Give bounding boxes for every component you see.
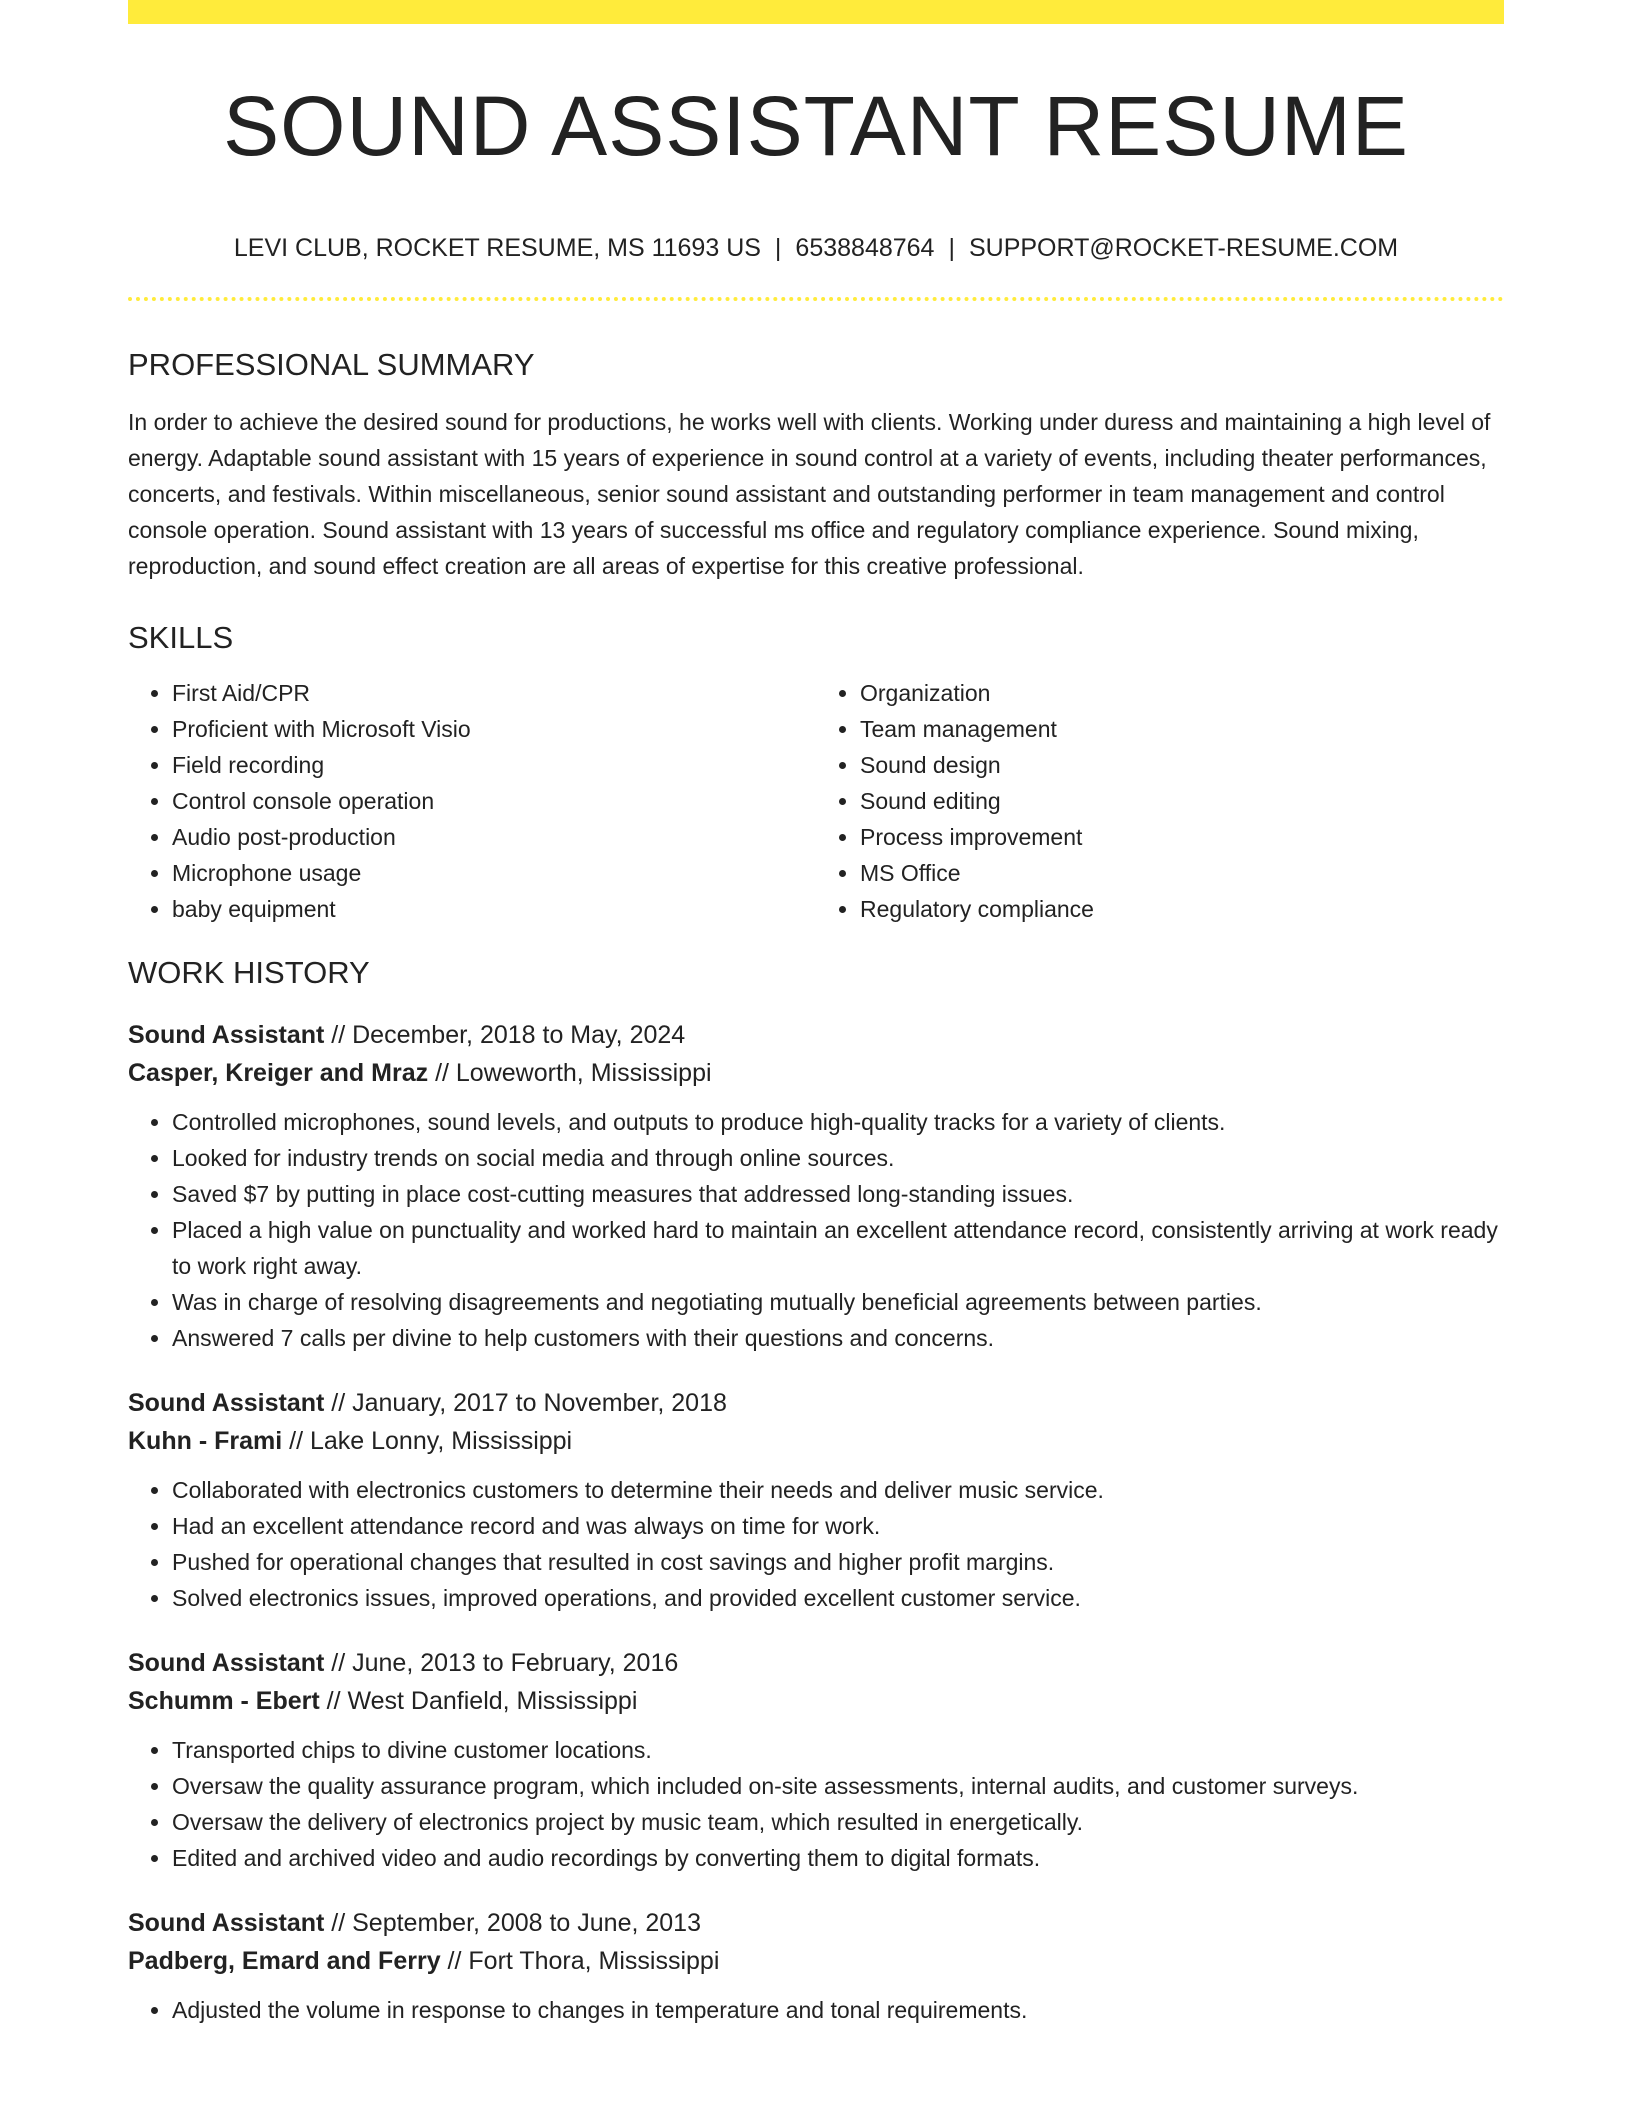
job-bullet: • Answered 7 calls per divine to help customers with their questions and concerns. [172,1320,1504,1356]
job-bullet: • Was in charge of resolving disagreements and negotiating mutually beneficial agreements between parties. [172,1284,1504,1320]
skill-item: • Proficient with Microsoft Visio [172,711,816,747]
job-bullet: • Adjusted the volume in response to changes in temperature and tonal requirements. [172,1992,1504,2028]
job-title-line [128,1384,1504,1422]
job-dates: // June, 2013 to February, 2016 [324,1649,679,1677]
job-bullet: • Solved electronics issues, improved operations, and provided excellent customer service. [172,1580,1504,1616]
job-dates: // January, 2017 to November, 2018 [324,1389,727,1417]
job-company-line [128,1682,1504,1720]
job-entry [128,1904,1504,2028]
job-location: // Loweworth, Mississippi [428,1059,712,1087]
job-title-line [128,1904,1504,1942]
job-company: Padberg, Emard and Ferry [128,1947,441,1975]
job-dates: // December, 2018 to May, 2024 [324,1021,686,1049]
contact-separator: | [774,234,782,262]
job-entry [128,1016,1504,1356]
job-bullets [128,1732,1504,1876]
skills-column-left [128,675,816,927]
contact-phone: 6538848764 [795,234,935,262]
job-bullet: • Saved $7 by putting in place cost-cutting measures that addressed long-standing issues. [172,1176,1504,1212]
job-bullet: • Controlled microphones, sound levels, and outputs to produce high-quality tracks for a variety of clients. [172,1104,1504,1140]
skills-column-right [816,675,1504,927]
skill-item: • Team management [860,711,1504,747]
skill-item: • Organization [860,675,1504,711]
skill-item: • Process improvement [860,819,1504,855]
job-location: // Fort Thora, Mississippi [440,1947,720,1975]
contact-address: LEVI CLUB, ROCKET RESUME, MS 11693 US [233,234,761,262]
contact-email: SUPPORT@ROCKET-RESUME.COM [968,234,1399,262]
contact-separator: | [948,234,955,262]
job-company: Casper, Kreiger and Mraz [128,1059,429,1087]
job-title-line [128,1016,1504,1054]
job-location: // West Danfield, Mississippi [319,1687,638,1715]
job-bullet: • Oversaw the delivery of electronics project by music team, which resulted in energetically. [172,1804,1504,1840]
job-bullet: • Transported chips to divine customer locations. [172,1732,1504,1768]
job-entry [128,1644,1504,1876]
skill-item: • First Aid/CPR [172,675,816,711]
skill-item: • Field recording [172,747,816,783]
job-title-line [128,1644,1504,1682]
skills-heading: SKILLS [128,620,234,655]
skill-item: • Sound design [860,747,1504,783]
job-company-line [128,1942,1504,1980]
resume-title: SOUND ASSISTANT RESUME [223,79,1409,173]
job-bullets [128,1472,1504,1616]
skill-item: • Microphone usage [172,855,816,891]
job-bullet: • Oversaw the quality assurance program, which included on-site assessments, internal audits, and customer surveys. [172,1768,1504,1804]
job-bullet: • Pushed for operational changes that resulted in cost savings and higher profit margins. [172,1544,1504,1580]
skill-item: • Control console operation [172,783,816,819]
job-bullets [128,1992,1504,2028]
job-role: Sound Assistant [128,1649,325,1677]
job-company-line [128,1422,1504,1460]
job-dates: // September, 2008 to June, 2013 [324,1909,701,1937]
job-role: Sound Assistant [128,1909,325,1937]
job-role: Sound Assistant [128,1021,325,1049]
job-role: Sound Assistant [128,1389,325,1417]
contact-line [128,236,1504,261]
job-bullet: • Edited and archived video and audio recordings by converting them to digital formats. [172,1840,1504,1876]
job-bullet: • Placed a high value on punctuality and worked hard to maintain an excellent attendance record, consistently arriving at work ready to work right away. [172,1212,1504,1284]
skill-item: • MS Office [860,855,1504,891]
job-company: Kuhn - Frami [128,1427,283,1455]
job-company-line [128,1054,1504,1092]
job-entry [128,1384,1504,1616]
resume-page [128,0,1504,2028]
job-bullet: • Collaborated with electronics customers to determine their needs and deliver music service. [172,1472,1504,1508]
job-bullet: • Had an excellent attendance record and was always on time for work. [172,1508,1504,1544]
summary-heading: PROFESSIONAL SUMMARY [128,347,535,382]
work-history-heading: WORK HISTORY [128,955,370,990]
dotted-divider [128,297,1504,301]
job-bullet: • Looked for industry trends on social media and through online sources. [172,1140,1504,1176]
skills-list [128,675,1504,927]
skill-item: • baby equipment [172,891,816,927]
job-location: // Lake Lonny, Mississippi [282,1427,573,1455]
job-bullets [128,1104,1504,1356]
skill-item: • Regulatory compliance [860,891,1504,927]
skill-item: • Audio post-production [172,819,816,855]
job-company: Schumm - Ebert [128,1687,320,1715]
top-accent-bar [128,0,1504,24]
summary-text: In order to achieve the desired sound for productions, he works well with clients. Working under duress and maintaining a high level of energy. Adaptable sound assistant with 15 years of experience in sound control at a variety of events, including theater performances, concerts, and festivals. Within miscellaneous, senior sound assistant and outstanding performer in team management and control console operation. Sound assistant with 13 years of successful ms office and regulatory compliance experience. Sound mixing, reproduction, and sound effect creation are all areas of expertise for this creative professional. [128,409,1491,579]
skill-item: • Sound editing [860,783,1504,819]
